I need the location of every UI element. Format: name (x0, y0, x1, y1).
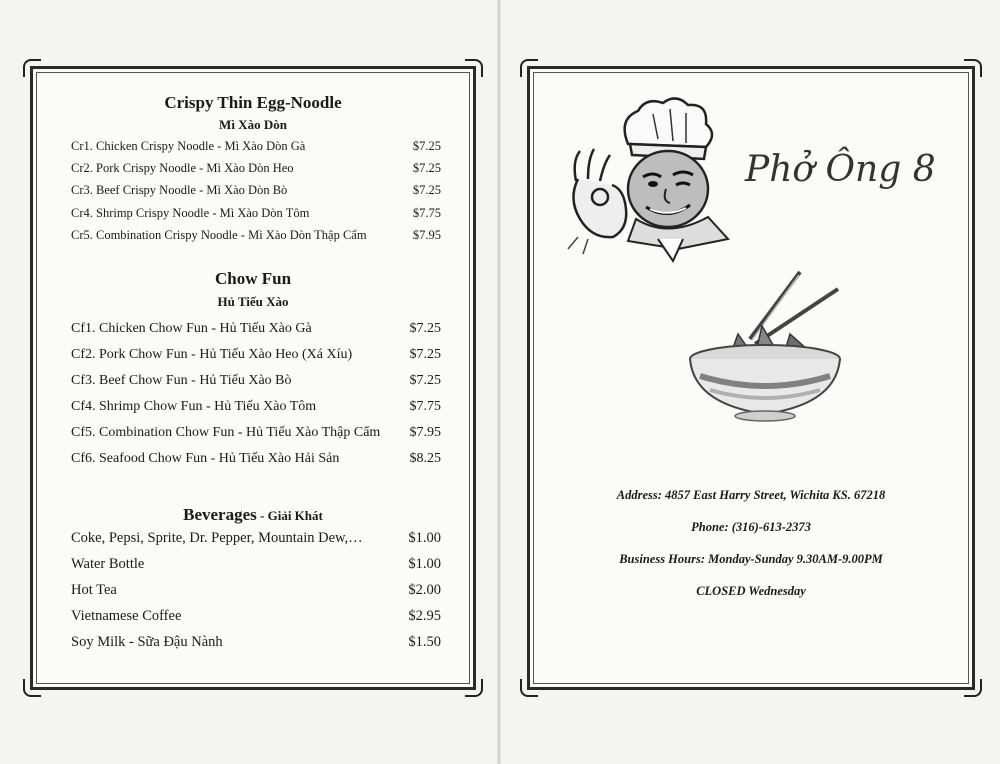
menu-item (71, 582, 441, 600)
noodle-bowl-icon (680, 264, 850, 434)
cover-panel (527, 66, 975, 690)
item-name: Cr4. Shrimp Crispy Noodle - Mì Xào Dòn Tôm (71, 206, 310, 220)
menu-item (71, 161, 441, 177)
item-price: $7.25 (412, 183, 441, 197)
frame-corner (465, 679, 483, 697)
frame-corner (964, 679, 982, 697)
frame-corner (23, 59, 41, 77)
item-price: $1.50 (408, 634, 441, 650)
menu-item (71, 530, 441, 548)
restaurant-name: Phở Ông 8 (745, 149, 936, 190)
item-price: $7.95 (409, 425, 441, 440)
item-price: $7.75 (409, 399, 441, 414)
item-name: Vietnamese Coffee (71, 608, 182, 624)
item-price: $7.25 (409, 321, 441, 336)
item-price: $2.00 (408, 582, 441, 598)
menu-item (71, 399, 441, 417)
page-fold (497, 0, 501, 764)
item-price: $7.95 (412, 228, 441, 242)
section-subtitle-chowfun: Hủ Tiếu Xào (217, 294, 289, 309)
frame-corner (964, 59, 982, 77)
menu-item (71, 139, 441, 155)
frame-corner (520, 59, 538, 77)
menu-item (71, 634, 441, 652)
frame-corner (23, 679, 41, 697)
item-name: Cf1. Chicken Chow Fun - Hủ Tiếu Xào Gà (71, 321, 312, 336)
phone-text: Phone: (316)-613-2373 (691, 520, 811, 534)
section-subtitle-beverages: - Giải Khát (256, 508, 323, 523)
menu-item (71, 321, 441, 339)
item-price: $7.75 (412, 206, 441, 220)
item-name: Cf4. Shrimp Chow Fun - Hủ Tiếu Xào Tôm (71, 399, 317, 414)
item-name: Coke, Pepsi, Sprite, Dr. Pepper, Mountain Dew,… (71, 530, 363, 546)
menu-panel (30, 66, 476, 690)
menu-item (71, 556, 441, 574)
menu-item (71, 347, 441, 365)
item-name: Cf2. Pork Chow Fun - Hủ Tiếu Xào Heo (Xá Xíu) (71, 347, 353, 362)
menu-item (71, 608, 441, 626)
frame-corner (465, 59, 483, 77)
menu-item (71, 228, 441, 244)
item-price: $7.25 (409, 347, 441, 362)
item-price: $2.95 (408, 608, 441, 624)
item-name: Cr5. Combination Crispy Noodle - Mì Xào Dòn Thập Cẩm (71, 228, 367, 242)
item-price: $7.25 (412, 139, 441, 153)
section-title-beverages-line (33, 505, 473, 525)
section-title-beverages: Beverages (183, 505, 257, 524)
section-title-crispy: Crispy Thin Egg-Noodle (164, 93, 342, 112)
menu-item (71, 206, 441, 222)
menu-item (71, 425, 441, 443)
item-name: Cf3. Beef Chow Fun - Hủ Tiếu Xào Bò (71, 373, 292, 388)
menu-item (71, 373, 441, 391)
item-name: Cf5. Combination Chow Fun - Hủ Tiếu Xào Thập Cẩm (71, 425, 381, 440)
section-subtitle-crispy: Mì Xào Dòn (219, 117, 287, 132)
item-name: Cr1. Chicken Crispy Noodle - Mì Xào Dòn Gà (71, 139, 306, 153)
item-name: Cr2. Pork Crispy Noodle - Mì Xào Dòn Heo (71, 161, 294, 175)
item-price: $7.25 (412, 161, 441, 175)
frame-corner (520, 679, 538, 697)
item-price: $1.00 (408, 530, 441, 546)
section-title-chowfun: Chow Fun (214, 269, 292, 288)
chef-icon (558, 89, 738, 264)
item-name: Cr3. Beef Crispy Noodle - Mì Xào Dòn Bò (71, 183, 288, 197)
item-name: Cf6. Seafood Chow Fun - Hủ Tiếu Xào Hải Sản (71, 451, 340, 466)
closed-text: CLOSED Wednesday (696, 584, 806, 598)
menu-item (71, 183, 441, 199)
address-text: Address: 4857 East Harry Street, Wichita KS. 67218 (616, 488, 886, 502)
item-name: Soy Milk - Sữa Đậu Nành (71, 634, 223, 650)
menu-item (71, 451, 441, 469)
item-price: $8.25 (409, 451, 441, 466)
item-price: $7.25 (409, 373, 441, 388)
hours-text: Business Hours: Monday-Sunday 9.30AM-9.00PM (619, 552, 883, 566)
item-price: $1.00 (408, 556, 441, 572)
item-name: Hot Tea (71, 582, 117, 598)
item-name: Water Bottle (71, 556, 145, 572)
